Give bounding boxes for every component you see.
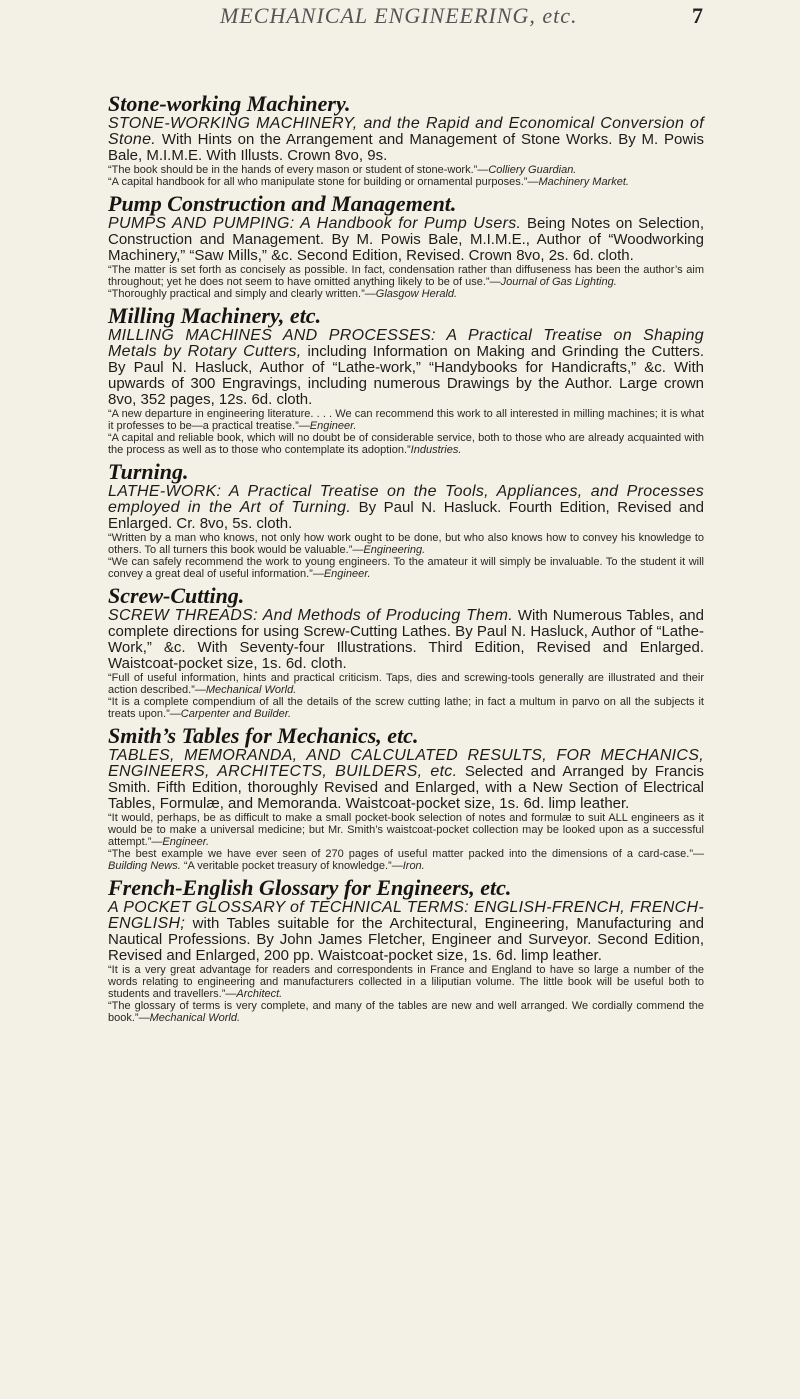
review-source: Engineering. — [363, 544, 426, 556]
book-description — [108, 116, 704, 164]
running-title: MECHANICAL ENGINEERING, etc. — [220, 3, 578, 28]
review-quote — [108, 164, 704, 176]
section-heading: Milling Machinery, etc. — [108, 303, 322, 328]
review-quote — [108, 176, 704, 188]
catalogue-entry — [108, 92, 704, 188]
book-details: With Numerous Tables, and complete directions for using Screw-Cutting Lathes. By Paul N. Hasluck, Author of “Lathe-Work,” &c. With Seventy-four Illustrations. Third Edition, Revised and Enlarged. Waistcoat-pocket size, 1s. 6d. cloth. — [108, 607, 704, 672]
review-quote — [108, 264, 704, 288]
review-source: Mechanical World. — [149, 1012, 241, 1024]
review-text: “A new departure in engineering literature. . . . We can recommend this work to all interested in milling machines; it is what it professes to be—a practical treatise.”— — [108, 408, 704, 432]
review-source: Engineer. — [323, 568, 371, 580]
book-details: Being Notes on Selection, Construction and Management. By M. Powis Bale, M.I.M.E., Author of “Woodworking Machinery,” “Saw Mills,” &c. Second Edition, Revised. Crown 8vo, 2s. 6d. cloth. — [108, 215, 704, 264]
review-source: Industries. — [410, 444, 462, 456]
review-quote — [108, 432, 704, 456]
review-quote — [108, 408, 704, 432]
review-text: “The book should be in the hands of every mason or student of stone-work.”— — [108, 164, 489, 176]
review-source: Glasgow Herald. — [375, 288, 458, 300]
book-title: STONE-WORKING MACHINERY, and the Rapid and Economical Conversion of Stone. — [108, 115, 704, 148]
review-source: Building News. — [108, 860, 181, 872]
review-quote — [108, 696, 704, 720]
book-description — [108, 328, 704, 408]
catalogue-entry — [108, 460, 704, 580]
section-heading: Screw-Cutting. — [108, 583, 245, 608]
review-quote — [108, 1000, 704, 1024]
review-quote — [108, 288, 704, 300]
book-description — [108, 748, 704, 812]
catalogue-entry — [108, 724, 704, 872]
book-description — [108, 608, 704, 672]
catalogue-entry — [108, 876, 704, 1024]
review-source: Colliery Guardian. — [488, 164, 577, 176]
review-quote — [108, 556, 704, 580]
catalogue-entry — [108, 304, 704, 456]
catalogue-entries — [108, 92, 704, 1028]
review-text: “It is a complete compendium of all the details of the screw cutting lathe; in fact a multum in parvo on all the subjects it treats upon.”— — [108, 696, 704, 720]
section-heading: Stone-working Machinery. — [108, 91, 351, 116]
book-description — [108, 484, 704, 532]
page-number: 7 — [692, 3, 704, 28]
review-source: Architect. — [236, 988, 283, 1000]
review-source: Journal of Gas Lighting. — [500, 276, 617, 288]
book-details: including Information on Making and Grinding the Cutters. By Paul N. Hasluck, Author of “Lathe-work,” “Handybooks for Handicrafts,” &c. With upwards of 300 Engravings, including numerous Drawings by the Author. Large crown 8vo, 352 pages, 12s. 6d. cloth. — [108, 343, 704, 408]
section-heading: Smith’s Tables for Mechanics, etc. — [108, 723, 419, 748]
book-description — [108, 216, 704, 264]
review-text: “A veritable pocket treasury of knowledge.”— — [180, 860, 403, 872]
catalogue-entry — [108, 584, 704, 720]
book-title: LATHE-WORK: A Practical Treatise on the Tools, Appliances, and Processes employed in the Art of Turning. — [108, 483, 704, 516]
book-title: MILLING MACHINES AND PROCESSES: A Practical Treatise on Shaping Metals by Rotary Cutters, — [108, 327, 704, 360]
section-heading: Pump Construction and Management. — [108, 191, 457, 216]
review-text: “The best example we have ever seen of 270 pages of useful matter packed into the dimensions of a card-case.”— — [108, 848, 704, 860]
book-description — [108, 900, 704, 964]
review-source: Carpenter and Builder. — [180, 708, 292, 720]
review-text: “Thoroughly practical and simply and clearly written.”— — [108, 288, 376, 300]
book-details: By Paul N. Hasluck. Fourth Edition, Revised and Enlarged. Cr. 8vo, 5s. cloth. — [108, 499, 704, 532]
review-quote — [108, 812, 704, 848]
review-source: Mechanical World. — [205, 684, 297, 696]
review-text: “Written by a man who knows, not only how work ought to be done, but who also knows how to convey his knowledge to others. To all turners this book would be valuable.”— — [108, 532, 704, 556]
book-details: Selected and Arranged by Francis Smith. Fifth Edition, thoroughly Revised and Enlarged, with a New Section of Electrical Tables, Formulæ, and Memoranda. Waistcoat-pocket size, 1s. 6d. limp leather. — [108, 763, 704, 812]
review-text: “The glossary of terms is very complete, and many of the tables are new and well arranged. We cordially commend the book.”— — [108, 1000, 704, 1024]
catalogue-entry — [108, 192, 704, 300]
review-text: “It would, perhaps, be as difficult to make a small pocket-book selection of notes and formulæ to suit ALL engineers as it would be to make a universal medicine; but Mr. Smith’s waistcoat-pocket collection may be looked upon as a successful attempt.”— — [108, 812, 704, 848]
book-title: SCREW THREADS: And Methods of Producing Them. — [108, 607, 513, 624]
book-details: with Tables suitable for the Architectural, Engineering, Manufacturing and Nautical Professions. By John James Fletcher, Engineer and Surveyor. Second Edition, Revised and Enlarged, 200 pp. Waistcoat-pocket size, 1s. 6d. limp leather. — [108, 915, 704, 964]
book-details: With Hints on the Arrangement and Management of Stone Works. By M. Powis Bale, M.I.M.E. With Illusts. Crown 8vo, 9s. — [108, 131, 704, 164]
review-quote — [108, 532, 704, 556]
review-text: “Full of useful information, hints and practical criticism. Taps, dies and screwing-tools generally are illustrated and their action described.”— — [108, 672, 704, 696]
review-source: Iron. — [402, 860, 425, 872]
review-text: “A capital handbook for all who manipulate stone for building or ornamental purposes.”— — [108, 176, 539, 188]
book-title: A POCKET GLOSSARY of TECHNICAL TERMS: ENGLISH-FRENCH, FRENCH-ENGLISH; — [108, 899, 704, 932]
review-text: “We can safely recommend the work to young engineers. To the amateur it will simply be invaluable. To the student it will convey a great deal of useful information.”— — [108, 556, 704, 580]
review-text: “A capital and reliable book, which will no doubt be of considerable service, both to those who are already acquainted with the process as well as to those who contemplate its adoption.” — [108, 432, 704, 456]
review-text: “The matter is set forth as concisely as possible. In fact, condensation rather than diffuseness has been the author’s aim throughout; yet he does not seem to have omitted anything likely to be of use.”— — [108, 264, 704, 288]
section-heading: French-English Glossary for Engineers, etc. — [108, 875, 512, 900]
book-title: TABLES, MEMORANDA, AND CALCULATED RESULTS, FOR MECHANICS, ENGINEERS, ARCHITECTS, BUILDERS, etc. — [108, 747, 704, 780]
review-quote — [108, 964, 704, 1000]
review-quote — [108, 848, 704, 872]
book-title: PUMPS AND PUMPING: A Handbook for Pump Users. — [108, 215, 522, 232]
review-source: Machinery Market. — [538, 176, 629, 188]
running-head — [220, 3, 704, 29]
review-source: Engineer. — [309, 420, 357, 432]
review-source: Engineer. — [162, 836, 210, 848]
review-quote — [108, 672, 704, 696]
section-heading: Turning. — [108, 459, 189, 484]
review-text: “It is a very great advantage for readers and correspondents in France and England to have so large a number of the words relating to engineering and manufacturers collected in a liliputian volume. The little book will be useful both to students and travellers.”— — [108, 964, 704, 1000]
